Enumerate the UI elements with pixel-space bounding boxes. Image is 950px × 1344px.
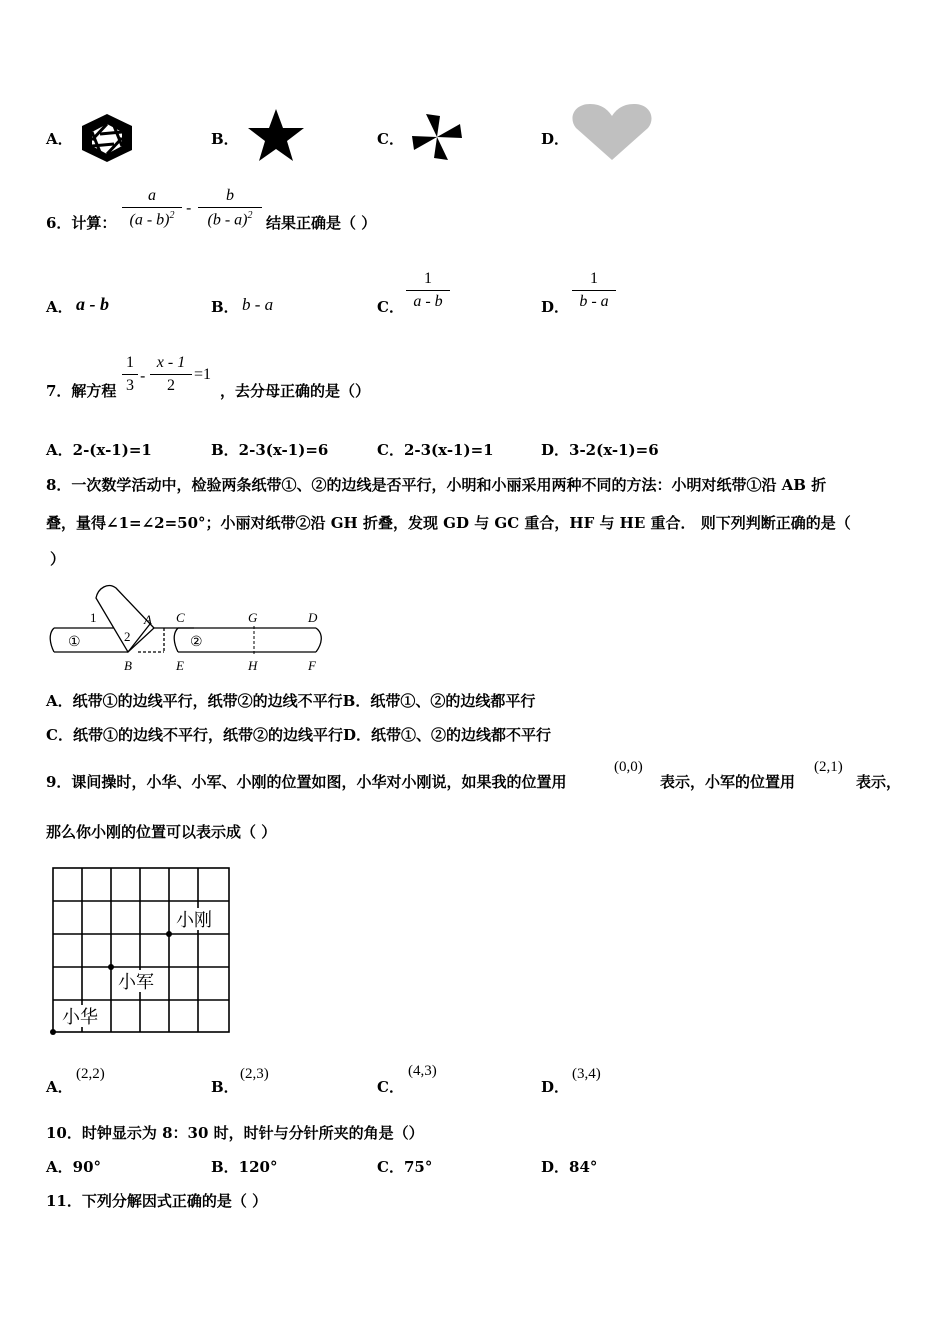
q7-option-c: C．2-3(x-1)=1 [377,441,494,459]
q6-option-c-fraction [406,270,450,311]
pinwheel-shape-icon [410,112,464,162]
q6-option-d-label: D． [541,298,570,316]
q6-stem-prefix: 6．计算： [46,214,117,232]
q9-stem-line-2: 那么你小刚的位置可以表示成（ ） [46,823,277,841]
q9-option-b-value: (2,3) [240,1066,269,1082]
q9-coord-xiaohua: (0,0) [614,759,643,775]
q6-option-d-denominator: b - a [579,293,609,310]
q8-stem-line-1: 8．一次数学活动中，检验两条纸带①、②的边线是否平行，小明和小丽采用两种不同的方法：小明对纸带①沿 AB 折 [46,476,827,494]
q6-option-c-label: C． [377,298,404,316]
q9-grid-label-xiaogang: 小刚 [176,910,212,930]
q8-label-D: D [308,610,318,625]
q9-stem-part-3: 表示， [856,773,902,791]
q8-label-2: 2 [124,629,131,644]
q7-frac2-denominator: 2 [167,377,175,394]
q6-fraction-1 [122,187,182,229]
q8-strip-2-marker: ② [190,635,203,650]
q7-option-b: B．2-3(x-1)=6 [211,441,329,459]
q7-frac2-numerator: x - 1 [156,354,186,371]
q6-option-a-value: a - b [76,294,109,314]
q10-option-d: D．84° [541,1158,598,1176]
q9-option-b-label: B． [211,1078,239,1096]
q6-fraction-2 [198,187,262,229]
q9-option-c-label: C． [377,1078,404,1096]
q8-strip-1-marker: ① [68,635,81,650]
q6-frac1-exponent: 2 [169,210,175,221]
q10-stem: 10．时钟显示为 8：30 时，时针与分针所夹的角是（） [46,1124,424,1142]
q8-label-F: F [308,658,316,673]
q8-stem-line-3: ） [50,550,66,568]
q8-label-G: G [248,610,258,625]
q6-option-d-numerator: 1 [590,270,598,287]
q7-frac1-denominator: 3 [126,377,134,394]
heart-shape-icon [572,102,652,162]
q9-grid-label-xiaohua: 小华 [62,1007,98,1027]
q8-label-C: C [176,610,185,625]
q5-option-a-label: A． [46,130,73,148]
q6-frac2-denominator: (b - a) [207,211,248,229]
q9-position-grid [48,862,238,1040]
q6-frac1-denominator: (a - b) [129,211,170,229]
q8-options-line-1: A．纸带①的边线平行，纸带②的边线不平行B．纸带①、②的边线都平行 [46,692,536,710]
q6-frac1-numerator: a [148,187,156,204]
hexagon-shape-icon [78,112,136,164]
q10-option-c: C．75° [377,1158,433,1176]
q8-label-E: E [176,658,184,673]
q5-option-d-label: D． [541,130,570,148]
q6-option-d-fraction [572,270,616,311]
q6-frac2-exponent: 2 [247,210,253,221]
q8-options-line-2: C．纸带①的边线不平行，纸带②的边线平行D．纸带①、②的边线都不平行 [46,726,551,744]
q10-option-a: A．90° [46,1158,102,1176]
q8-label-B: B [124,658,132,673]
q7-option-d: D．3-2(x-1)=6 [541,441,659,459]
q6-option-b-value: b - a [242,295,274,314]
q9-stem-part-2: 表示，小军的位置用 [660,773,796,791]
q8-label-H: H [248,658,258,673]
q9-option-d-value: (3,4) [572,1066,601,1082]
q8-paper-strips-figure [44,578,334,678]
q7-fraction-1 [122,354,138,395]
q6-option-a-label: A． [46,298,73,316]
q9-option-c-value: (4,3) [408,1063,437,1079]
q10-option-b: B．120° [211,1158,278,1176]
q8-label-1: 1 [90,610,97,625]
q6-stem-suffix: 结果正确是（ ） [266,214,377,232]
q8-label-A: A [144,612,152,627]
q11-stem: 11．下列分解因式正确的是（ ） [46,1192,268,1210]
q9-option-a-value: (2,2) [76,1066,105,1082]
q8-stem-line-2: 叠，量得∠1=∠2=50°；小丽对纸带②沿 GH 折叠，发现 GD 与 GC 重合，HF 与 HE 重合． 则下列判断正确的是（ [46,514,851,532]
star-shape-icon [246,108,306,162]
q7-stem-prefix: 7．解方程 [46,382,117,400]
q5-option-c-label: C． [377,130,404,148]
q9-option-a-label: A． [46,1078,73,1096]
q6-minus-sign: - [186,198,192,217]
q9-grid-label-xiaojun: 小军 [118,972,154,992]
q7-option-a: A．2-(x-1)=1 [46,441,152,459]
q5-option-b-label: B． [211,130,239,148]
q7-equals-one: =1 [194,366,212,383]
q6-option-c-numerator: 1 [424,270,432,287]
q6-option-b-label: B． [211,298,239,316]
q7-frac1-numerator: 1 [126,354,134,371]
q7-fraction-2 [150,354,192,395]
q6-option-c-denominator: a - b [413,293,443,310]
q6-frac2-numerator: b [226,187,234,204]
q9-stem-part-1: 9．课间操时，小华、小军、小刚的位置如图，小华对小刚说，如果我的位置用 [46,773,567,791]
q9-coord-xiaojun: (2,1) [814,759,843,775]
q7-stem-suffix: ，去分母正确的是（） [220,382,371,400]
q9-option-d-label: D． [541,1078,570,1096]
q7-minus-sign: - [140,366,146,385]
